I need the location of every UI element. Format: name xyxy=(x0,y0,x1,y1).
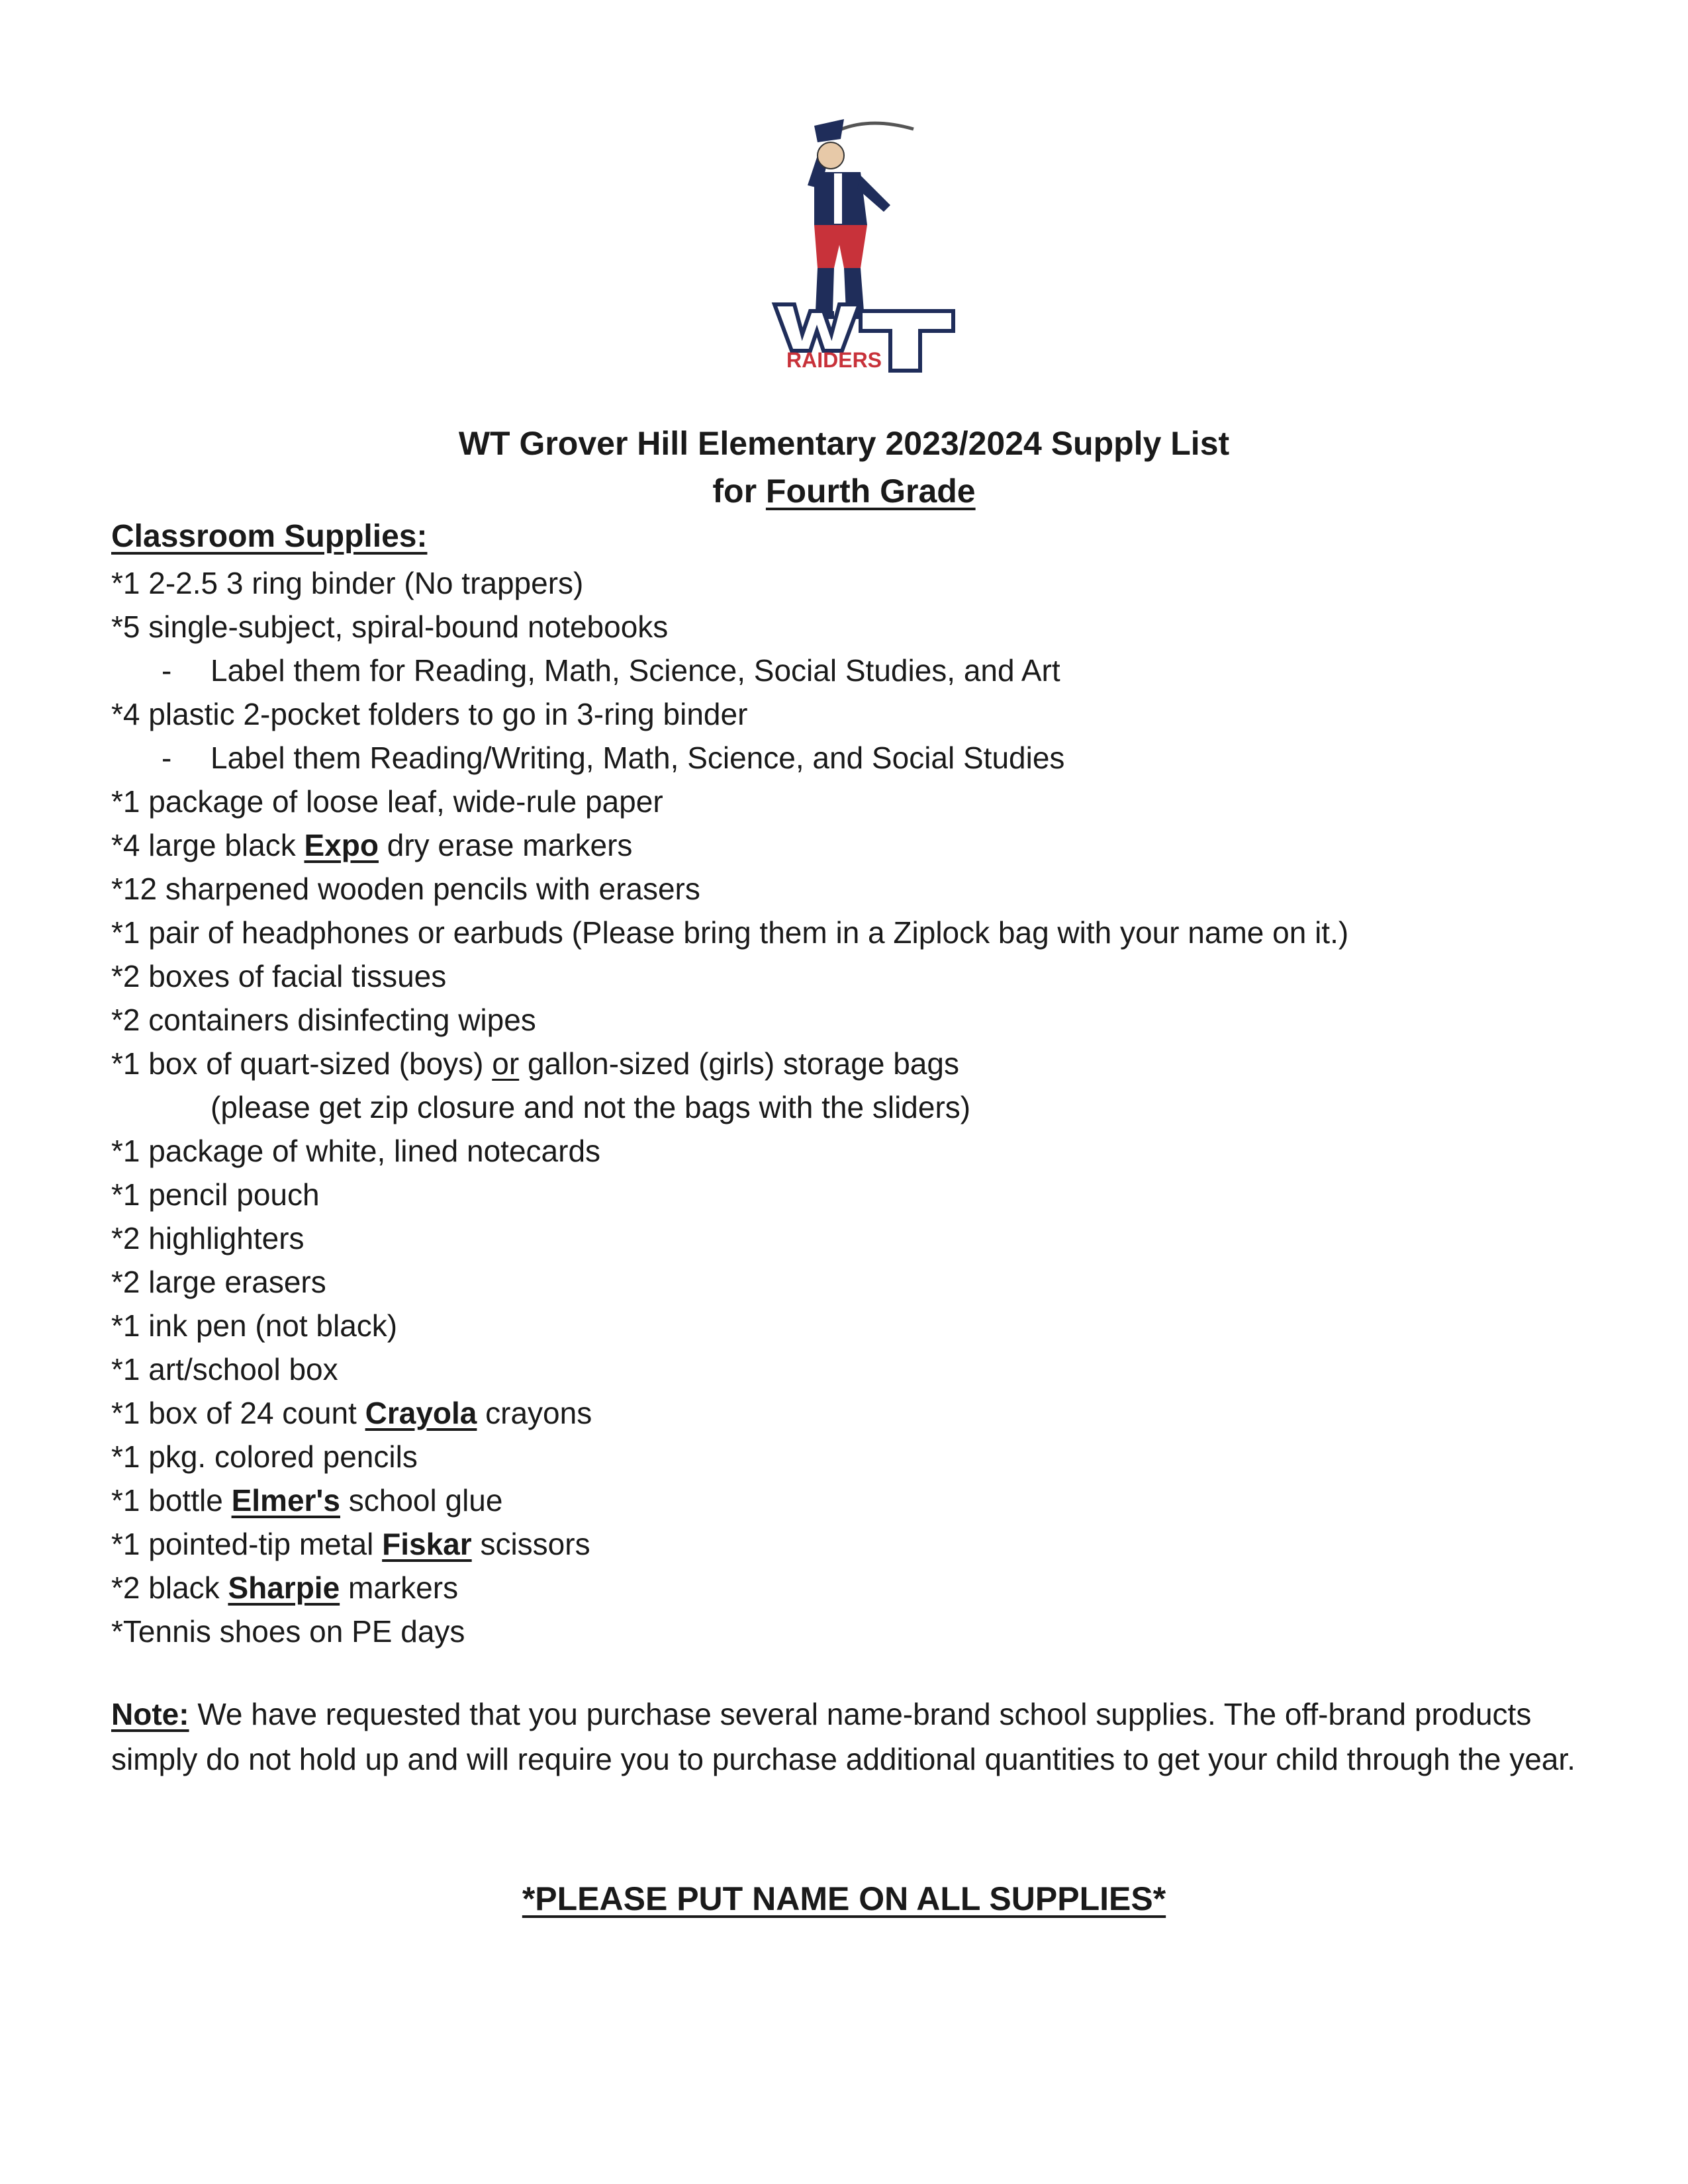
list-item: *1 bottle Elmer's school glue xyxy=(111,1483,503,1518)
list-subitem: - Label them for Reading, Math, Science, Social Studies, and Art xyxy=(162,653,1060,688)
list-item: *1 package of white, lined notecards xyxy=(111,1134,601,1168)
brand-name: Elmer's xyxy=(231,1483,340,1518)
brand-name: Crayola xyxy=(365,1396,477,1430)
footer-reminder: *PLEASE PUT NAME ON ALL SUPPLIES* xyxy=(522,1880,1166,1917)
list-item: *2 highlighters xyxy=(111,1221,305,1255)
list-item: *1 box of 24 count Crayola crayons xyxy=(111,1396,592,1430)
school-logo xyxy=(768,113,960,377)
list-item: *1 pair of headphones or earbuds (Please bring them in a Ziplock bag with your name on it.) xyxy=(111,915,1349,950)
list-item: *2 black Sharpie markers xyxy=(111,1570,459,1605)
list-item: *2 large erasers xyxy=(111,1265,326,1299)
page-subtitle: for Fourth Grade xyxy=(712,473,976,510)
note-text: We have requested that you purchase several name-brand school supplies. The off-brand products simply do not hold up and will require you to purchase additional quantities to get your child through the year. xyxy=(111,1697,1575,1776)
brand-name: Fiskar xyxy=(382,1527,472,1561)
brand-name: Sharpie xyxy=(228,1570,340,1605)
list-item: *12 sharpened wooden pencils with erasers xyxy=(111,872,700,906)
list-item: *1 ink pen (not black) xyxy=(111,1308,398,1343)
page-title: WT Grover Hill Elementary 2023/2024 Supply List xyxy=(458,425,1230,462)
list-item: *4 plastic 2-pocket folders to go in 3-ring binder xyxy=(111,697,748,731)
list-item: *Tennis shoes on PE days xyxy=(111,1614,465,1649)
note-paragraph xyxy=(111,1692,1601,1782)
list-item: *1 pencil pouch xyxy=(111,1177,320,1212)
supply-list xyxy=(111,561,1601,1653)
list-item: *1 2-2.5 3 ring binder (No trappers) xyxy=(111,566,584,600)
list-subitem: - Label them Reading/Writing, Math, Science, and Social Studies xyxy=(162,741,1065,775)
list-item: *4 large black Expo dry erase markers xyxy=(111,828,633,862)
list-item: *1 art/school box xyxy=(111,1352,338,1387)
emphasis-or: or xyxy=(492,1046,520,1081)
list-item: *2 containers disinfecting wipes xyxy=(111,1003,536,1037)
note-label: Note: xyxy=(111,1697,189,1731)
section-heading: Classroom Supplies: xyxy=(111,519,428,554)
logo-raiders-text: RAIDERS xyxy=(786,348,882,372)
list-item: *1 pointed-tip metal Fiskar scissors xyxy=(111,1527,590,1561)
list-item-continuation: (please get zip closure and not the bags with the sliders) xyxy=(211,1090,971,1124)
list-item: *5 single-subject, spiral-bound notebooks xyxy=(111,610,669,644)
brand-name: Expo xyxy=(304,828,379,862)
list-item: *1 package of loose leaf, wide-rule paper xyxy=(111,784,663,819)
list-item: *1 pkg. colored pencils xyxy=(111,1439,418,1474)
list-item: *1 box of quart-sized (boys) or gallon-sized (girls) storage bags xyxy=(111,1046,959,1081)
raider-mascot-icon xyxy=(768,113,960,377)
grade-label: Fourth Grade xyxy=(765,473,976,510)
list-item: *2 boxes of facial tissues xyxy=(111,959,447,993)
